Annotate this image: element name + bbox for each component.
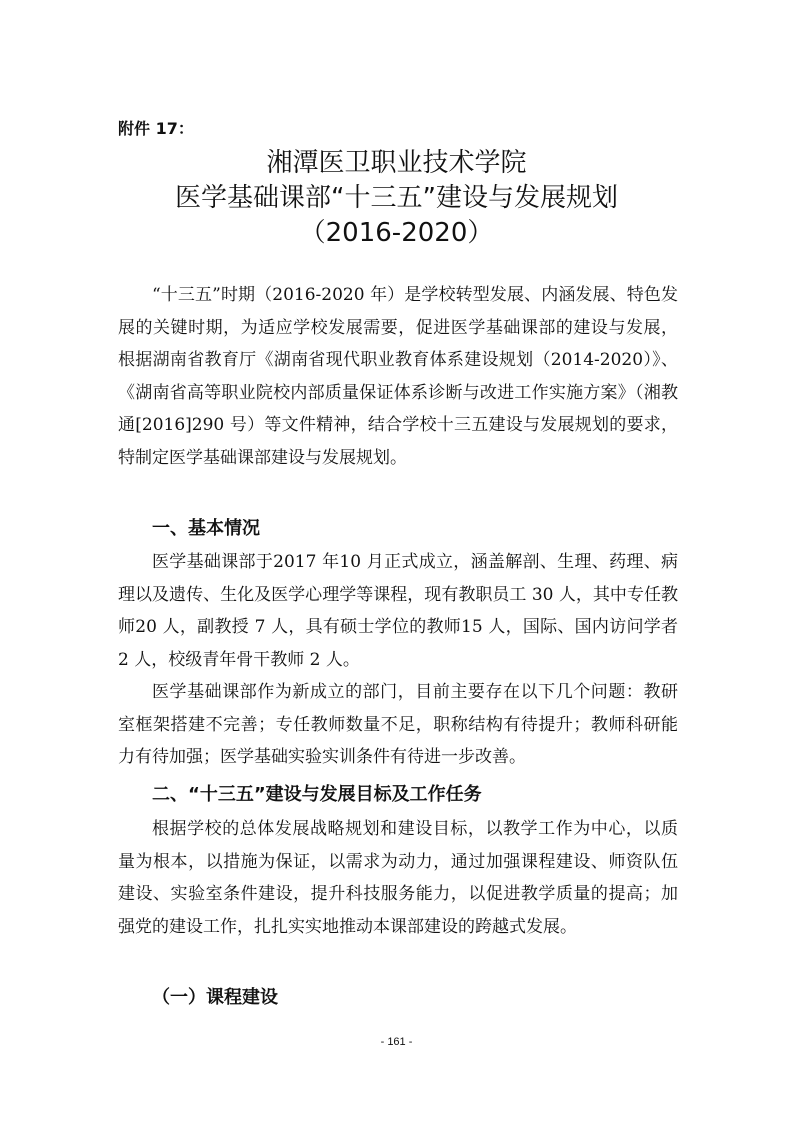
document-title-line3: （2016-2020） [299,218,494,248]
section2-block [118,813,678,943]
intro-block [118,279,678,474]
section1-block [118,546,678,774]
document-title-line2: 医学基础课部“十三五”建设与发展规划 [175,183,618,213]
section1-paragraph2: 医学基础课部作为新成立的部门，目前主要存在以下几个问题：教研室框架搭建不完善；专任教师数量不足，职称结构有待提升；教师科研能力有待加强；医学基础实验实训条件有待进一步改善。 [118,682,678,767]
page-number: - 161 - [380,1036,413,1048]
section2-heading: 二、“十三五”建设与发展目标及工作任务 [152,784,482,805]
section1-heading: 一、基本情况 [152,518,260,539]
intro-paragraph: “十三五”时期（2016-2020 年）是学校转型发展、内涵发展、特色发展的关键时期，为适应学校发展需要，促进医学基础课部的建设与发展，根据湖南省教育厅《湖南省现代职业教育体系建设规划（2014-2020）》、《湖南省高等职业院校内部质量保证体系诊断与改进工作实施方案》（湘教通[2016]290 号）等文件精神，结合学校十三五建设与发展规划的要求，特制定医学基础课部建设与发展规划。 [118,285,678,468]
section2-paragraph1: 根据学校的总体发展战略规划和建设目标，以教学工作为中心，以质量为根本，以措施为保证，以需求为动力，通过加强课程建设、师资队伍建设、实验室条件建设，提升科技服务能力，以促进教学质量的提高；加强党的建设工作，扎扎实实地推动本课部建设的跨越式发展。 [118,819,678,937]
section1-paragraph1: 医学基础课部于2017 年10 月正式成立，涵盖解剖、生理、药理、病理以及遗传、生化及医学心理学等课程，现有教职员工 30 人，其中专任教师20 人，副教授 7 人，具有硕士学位的教师15 人，国际、国内访问学者 2 人，校级青年骨干教师 2 人。 [118,552,678,670]
document-title-line1: 湘潭医卫职业技术学院 [266,148,527,178]
subsection1-heading: （一）课程建设 [152,987,278,1008]
annex-label: 附件 17： [118,119,194,138]
